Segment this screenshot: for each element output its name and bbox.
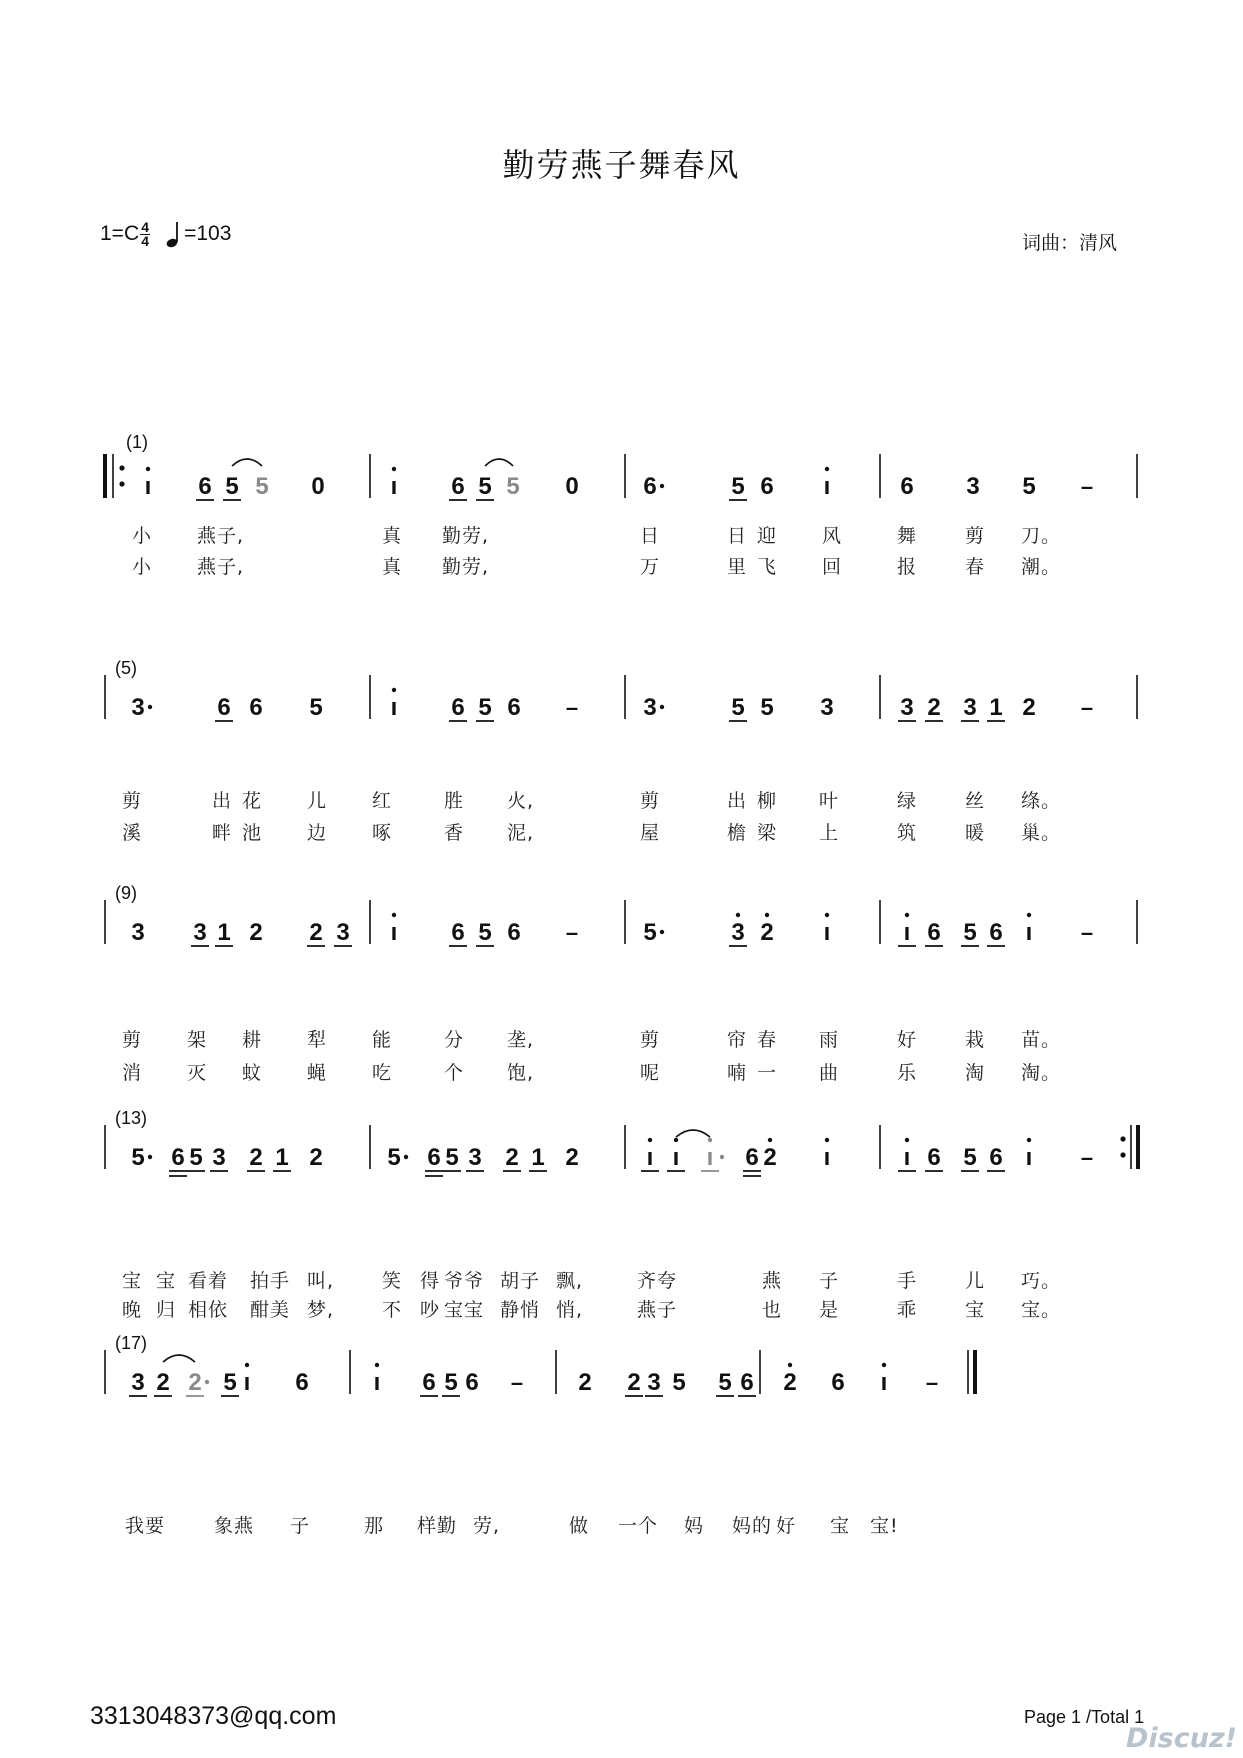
contact-email: 3313048373@qq.com bbox=[90, 1702, 337, 1730]
lyric-syllable: 胡子 bbox=[500, 1270, 541, 1292]
lyric-syllable: 帘 bbox=[727, 1029, 748, 1051]
octave-dot bbox=[392, 467, 396, 471]
lyric-syllable: 回 bbox=[822, 556, 843, 578]
note-number: 6 bbox=[745, 1144, 759, 1171]
note-number: 0 bbox=[311, 473, 325, 500]
note-number: 2 bbox=[505, 1144, 519, 1171]
measure-number: (17) bbox=[115, 1333, 148, 1353]
note-number: 2 bbox=[927, 694, 941, 721]
lyric-syllable: 好 bbox=[897, 1029, 918, 1051]
lyric-syllable: 架 bbox=[187, 1029, 208, 1051]
notation-staff bbox=[0, 1275, 1243, 1415]
note-number: 5 bbox=[255, 473, 269, 500]
lyric-syllable: 红 bbox=[372, 790, 393, 812]
lyric-syllable: 檐 bbox=[727, 822, 748, 844]
tempo-text: =103 bbox=[184, 222, 232, 245]
lyric-syllable: 绦。 bbox=[1021, 790, 1062, 812]
lyric-syllable: 丝 bbox=[965, 790, 986, 812]
lyric-syllable: 梁 bbox=[757, 822, 778, 844]
lyric-syllable: 劳, bbox=[473, 1515, 501, 1537]
lyric-syllable: 叶 bbox=[819, 790, 840, 812]
lyric-syllable: 春 bbox=[965, 556, 986, 578]
lyric-syllable: 剪 bbox=[640, 790, 661, 812]
octave-dot bbox=[1027, 1138, 1031, 1142]
lyric-syllable: 燕 bbox=[762, 1270, 783, 1292]
octave-dot bbox=[905, 913, 909, 917]
octave-dot bbox=[146, 467, 150, 471]
sustain-dash: – bbox=[1080, 920, 1094, 945]
note-number: 5 bbox=[643, 919, 657, 946]
sustain-dash: – bbox=[925, 1370, 939, 1395]
note-number: 3 bbox=[900, 694, 914, 721]
tie-arc bbox=[676, 1130, 710, 1137]
octave-dot bbox=[1027, 913, 1031, 917]
lyric-syllable: 样勤 bbox=[417, 1515, 458, 1537]
lyric-syllable: 好 bbox=[776, 1515, 797, 1537]
note-number: ı bbox=[706, 1144, 714, 1171]
note-number: 6 bbox=[643, 473, 657, 500]
note-number: ı bbox=[823, 1144, 831, 1171]
note-number: 5 bbox=[387, 1144, 401, 1171]
sustain-dash: – bbox=[510, 1370, 524, 1395]
lyric-syllable: 溪 bbox=[122, 822, 143, 844]
music-system bbox=[0, 1275, 1243, 1537]
lyric-syllable: 巧。 bbox=[1021, 1270, 1062, 1292]
lyric-syllable: 绿 bbox=[897, 790, 918, 812]
octave-dot bbox=[765, 913, 769, 917]
note-number: 5 bbox=[718, 1369, 732, 1396]
repeat-dot bbox=[119, 481, 124, 486]
note-number: 5 bbox=[189, 1144, 203, 1171]
augmentation-dot bbox=[205, 1380, 209, 1384]
lyric-syllable: 上 bbox=[819, 822, 840, 844]
lyric-syllable: 子 bbox=[819, 1270, 840, 1292]
lyric-syllable: 潮。 bbox=[1021, 556, 1062, 578]
lyric-syllable: 呢 bbox=[640, 1062, 661, 1084]
time-signature bbox=[140, 218, 150, 249]
note-number: 5 bbox=[672, 1369, 686, 1396]
lyric-syllable: 爷爷 bbox=[444, 1270, 485, 1292]
lyric-syllable: 剪 bbox=[122, 1029, 143, 1051]
lyric-syllable: 蚊 bbox=[242, 1062, 263, 1084]
octave-dot bbox=[905, 1138, 909, 1142]
repeat-dot bbox=[1120, 1152, 1125, 1157]
note-number: 0 bbox=[565, 473, 579, 500]
note-number: 5 bbox=[309, 694, 323, 721]
octave-dot bbox=[648, 1138, 652, 1142]
lyric-syllable: 儿 bbox=[307, 790, 328, 812]
lyric-syllable: 吵 bbox=[420, 1299, 441, 1321]
note-number: 5 bbox=[731, 473, 745, 500]
note-number: 5 bbox=[1022, 473, 1036, 500]
lyric-syllable: 淘 bbox=[965, 1062, 986, 1084]
note-number: 5 bbox=[963, 919, 977, 946]
note-number: 2 bbox=[627, 1369, 641, 1396]
repeat-dot bbox=[119, 465, 124, 470]
note-number: 6 bbox=[760, 473, 774, 500]
note-number: 5 bbox=[478, 919, 492, 946]
note-number: 2 bbox=[188, 1369, 202, 1396]
lyric-syllable: 边 bbox=[307, 822, 328, 844]
lyric-syllable: 万 bbox=[640, 556, 661, 578]
lyric-syllable: 是 bbox=[819, 1299, 840, 1321]
lyric-syllable: 报 bbox=[897, 556, 918, 578]
note-number: ı bbox=[390, 694, 398, 721]
note-number: 6 bbox=[217, 694, 231, 721]
note-number: 6 bbox=[900, 473, 914, 500]
lyric-syllable: 分 bbox=[444, 1029, 465, 1051]
lyric-syllable: 宝。 bbox=[1021, 1299, 1062, 1321]
lyric-syllable: 剪 bbox=[122, 790, 143, 812]
octave-dot bbox=[825, 1138, 829, 1142]
page-title: 勤劳燕子舞春风 bbox=[502, 146, 741, 184]
note-number: 5 bbox=[131, 1144, 145, 1171]
tie-arc bbox=[485, 459, 513, 466]
octave-dot bbox=[392, 688, 396, 692]
octave-dot bbox=[788, 1363, 792, 1367]
note-number: 2 bbox=[309, 1144, 323, 1171]
lyric-syllable: 香 bbox=[444, 822, 465, 844]
lyric-syllable: 饱, bbox=[507, 1062, 535, 1084]
augmentation-dot bbox=[404, 1155, 408, 1159]
lyric-syllable: 做 bbox=[569, 1515, 590, 1537]
note-number: 2 bbox=[578, 1369, 592, 1396]
note-number: 2 bbox=[1022, 694, 1036, 721]
lyric-syllable: 拍手 bbox=[250, 1270, 291, 1292]
note-number: 3 bbox=[647, 1369, 661, 1396]
composer-credit: 词曲：清风 bbox=[1022, 232, 1118, 254]
lyric-syllable: 得 bbox=[420, 1270, 441, 1292]
note-number: 6 bbox=[451, 473, 465, 500]
notation-staff bbox=[0, 380, 1243, 520]
augmentation-dot bbox=[660, 705, 664, 709]
note-number: ı bbox=[823, 473, 831, 500]
note-number: 3 bbox=[131, 919, 145, 946]
note-number: 6 bbox=[198, 473, 212, 500]
time-signature-top: 4 bbox=[141, 218, 149, 235]
lyric-syllable: 宝! bbox=[870, 1515, 899, 1537]
note-number: 6 bbox=[927, 1144, 941, 1171]
measure-number: (9) bbox=[115, 883, 137, 903]
lyric-syllable: 真 bbox=[382, 556, 403, 578]
note-number: 5 bbox=[760, 694, 774, 721]
octave-dot bbox=[674, 1138, 678, 1142]
augmentation-dot bbox=[148, 705, 152, 709]
lyric-syllable: 畔 bbox=[212, 822, 233, 844]
notation-staff bbox=[0, 1050, 1243, 1190]
lyric-syllable: 我要 bbox=[125, 1515, 166, 1537]
note-number: 1 bbox=[531, 1144, 545, 1171]
note-number: ı bbox=[880, 1369, 888, 1396]
lyric-syllable: 火, bbox=[507, 790, 535, 812]
lyric-syllable: 剪 bbox=[965, 525, 986, 547]
lyric-syllable: 手 bbox=[897, 1270, 918, 1292]
lyric-syllable: 真 bbox=[382, 525, 403, 547]
note-number: ı bbox=[823, 919, 831, 946]
octave-dot bbox=[708, 1138, 712, 1142]
lyric-syllable: 灭 bbox=[187, 1062, 208, 1084]
lyric-syllable: 悄, bbox=[556, 1299, 584, 1321]
note-number: 2 bbox=[309, 919, 323, 946]
note-number: 2 bbox=[249, 1144, 263, 1171]
octave-dot bbox=[825, 913, 829, 917]
note-number: 5 bbox=[444, 1369, 458, 1396]
octave-dot bbox=[736, 913, 740, 917]
lyric-syllable: 宝 bbox=[965, 1299, 986, 1321]
note-number: 6 bbox=[171, 1144, 185, 1171]
lyric-syllable: 垄, bbox=[507, 1029, 535, 1051]
lyric-syllable: 风 bbox=[822, 525, 843, 547]
lyric-syllable: 宝宝 bbox=[444, 1299, 485, 1321]
lyric-syllable: 乖 bbox=[897, 1299, 918, 1321]
note-number: ı bbox=[243, 1369, 251, 1396]
note-number: 3 bbox=[131, 1369, 145, 1396]
note-number: 1 bbox=[989, 694, 1003, 721]
lyric-syllable: 耕 bbox=[242, 1029, 263, 1051]
lyric-syllable: 个 bbox=[444, 1062, 465, 1084]
lyric-syllable: 叫, bbox=[307, 1270, 335, 1292]
lyric-syllable: 笑 bbox=[382, 1270, 403, 1292]
note-number: 2 bbox=[783, 1369, 797, 1396]
lyric-syllable: 一个 bbox=[618, 1515, 659, 1537]
lyric-syllable: 晚 bbox=[122, 1299, 143, 1321]
lyric-syllable: 刀。 bbox=[1021, 525, 1062, 547]
page-indicator: Page 1 /Total 1 bbox=[1024, 1707, 1145, 1727]
lyric-syllable: 曲 bbox=[819, 1062, 840, 1084]
note-number: 5 bbox=[963, 1144, 977, 1171]
lyric-syllable: 雨 bbox=[819, 1029, 840, 1051]
music-system bbox=[0, 1050, 1243, 1321]
note-number: ı bbox=[144, 473, 152, 500]
augmentation-dot bbox=[660, 930, 664, 934]
lyric-syllable: 巢。 bbox=[1021, 822, 1062, 844]
lyric-syllable: 柳 bbox=[757, 790, 778, 812]
note-number: 5 bbox=[506, 473, 520, 500]
note-number: 6 bbox=[451, 919, 465, 946]
lyric-syllable: 舞 bbox=[897, 525, 918, 547]
note-number: 6 bbox=[507, 694, 521, 721]
lyric-syllable: 栽 bbox=[965, 1029, 986, 1051]
lyric-syllable: 小 bbox=[132, 525, 153, 547]
lyric-syllable: 喃 bbox=[727, 1062, 748, 1084]
note-number: 3 bbox=[963, 694, 977, 721]
lyric-syllable: 也 bbox=[762, 1299, 783, 1321]
note-number: 6 bbox=[989, 1144, 1003, 1171]
note-number: 3 bbox=[731, 919, 745, 946]
note-number: 6 bbox=[295, 1369, 309, 1396]
lyric-syllable: 子 bbox=[290, 1515, 311, 1537]
note-number: 3 bbox=[966, 473, 980, 500]
lyric-syllable: 燕子, bbox=[197, 556, 245, 578]
note-number: 6 bbox=[451, 694, 465, 721]
note-number: 5 bbox=[731, 694, 745, 721]
lyric-syllable: 池 bbox=[242, 822, 263, 844]
lyric-syllable: 静悄 bbox=[500, 1299, 541, 1321]
lyric-syllable: 不 bbox=[382, 1299, 403, 1321]
lyric-syllable: 日 bbox=[640, 525, 661, 547]
lyric-syllable: 苗。 bbox=[1021, 1029, 1062, 1051]
lyric-syllable: 妈的 bbox=[732, 1515, 773, 1537]
notation-staff bbox=[0, 825, 1243, 965]
note-number: ı bbox=[903, 1144, 911, 1171]
note-number: 3 bbox=[336, 919, 350, 946]
lyric-syllable: 屋 bbox=[640, 822, 661, 844]
key-signature-line bbox=[100, 220, 231, 248]
note-number: ı bbox=[903, 919, 911, 946]
augmentation-dot bbox=[148, 1155, 152, 1159]
note-number: 6 bbox=[831, 1369, 845, 1396]
note-number: 6 bbox=[740, 1369, 754, 1396]
lyric-syllable: 酣美 bbox=[250, 1299, 291, 1321]
lyric-syllable: 犁 bbox=[307, 1029, 328, 1051]
sustain-dash: – bbox=[565, 920, 579, 945]
note-number: 6 bbox=[427, 1144, 441, 1171]
octave-dot bbox=[882, 1363, 886, 1367]
note-number: ı bbox=[1025, 919, 1033, 946]
augmentation-dot bbox=[660, 484, 664, 488]
note-number: 2 bbox=[763, 1144, 777, 1171]
lyric-syllable: 出 bbox=[727, 790, 748, 812]
lyric-syllable: 宝 bbox=[830, 1515, 851, 1537]
lyric-syllable: 淘。 bbox=[1021, 1062, 1062, 1084]
lyric-syllable: 乐 bbox=[897, 1062, 918, 1084]
augmentation-dot bbox=[720, 1155, 724, 1159]
sustain-dash: – bbox=[1080, 1145, 1094, 1170]
note-number: 3 bbox=[820, 694, 834, 721]
note-number: 2 bbox=[249, 919, 263, 946]
lyric-syllable: 飞 bbox=[757, 556, 778, 578]
note-number: ı bbox=[1025, 1144, 1033, 1171]
lyric-syllable: 梦, bbox=[307, 1299, 335, 1321]
lyric-syllable: 能 bbox=[372, 1029, 393, 1051]
lyric-syllable: 蝇 bbox=[307, 1062, 328, 1084]
lyric-syllable: 筑 bbox=[897, 822, 918, 844]
note-number: 3 bbox=[212, 1144, 226, 1171]
lyric-syllable: 齐夸 bbox=[637, 1270, 678, 1292]
note-number: ı bbox=[672, 1144, 680, 1171]
notation-staff bbox=[0, 600, 1243, 740]
lyric-syllable: 象燕 bbox=[214, 1515, 255, 1537]
lyric-syllable: 啄 bbox=[372, 822, 393, 844]
watermark: Discuz! bbox=[1126, 1723, 1237, 1754]
note-number: ı bbox=[390, 473, 398, 500]
lyric-syllable: 泥, bbox=[507, 822, 535, 844]
sustain-dash: – bbox=[565, 695, 579, 720]
lyric-syllable: 燕子 bbox=[637, 1299, 678, 1321]
note-number: 6 bbox=[507, 919, 521, 946]
music-system bbox=[0, 600, 1243, 844]
lyric-syllable: 飘, bbox=[556, 1270, 584, 1292]
lyric-syllable: 勤劳, bbox=[442, 525, 490, 547]
lyric-syllable: 那 bbox=[364, 1515, 385, 1537]
note-number: 2 bbox=[760, 919, 774, 946]
note-number: 6 bbox=[989, 919, 1003, 946]
key-text: 1=C bbox=[100, 222, 140, 245]
note-number: 5 bbox=[225, 473, 239, 500]
octave-dot bbox=[825, 467, 829, 471]
lyric-syllable: 儿 bbox=[965, 1270, 986, 1292]
lyric-syllable: 勤劳, bbox=[442, 556, 490, 578]
lyric-syllable: 日 bbox=[727, 525, 748, 547]
lyric-syllable: 里 bbox=[727, 556, 748, 578]
lyric-syllable: 一 bbox=[757, 1062, 778, 1084]
note-number: 3 bbox=[643, 694, 657, 721]
lyric-syllable: 春 bbox=[757, 1029, 778, 1051]
note-number: ı bbox=[646, 1144, 654, 1171]
lyric-syllable: 燕子, bbox=[197, 525, 245, 547]
quarter-note-icon bbox=[166, 220, 182, 248]
note-number: 2 bbox=[156, 1369, 170, 1396]
lyric-syllable: 归 bbox=[156, 1299, 177, 1321]
note-number: 6 bbox=[927, 919, 941, 946]
music-system bbox=[0, 825, 1243, 1084]
measure-number: (5) bbox=[115, 658, 137, 678]
note-number: 5 bbox=[445, 1144, 459, 1171]
lyric-syllable: 胜 bbox=[444, 790, 465, 812]
tie-arc bbox=[163, 1355, 195, 1362]
note-number: 6 bbox=[465, 1369, 479, 1396]
note-number: ı bbox=[390, 919, 398, 946]
note-number: 6 bbox=[249, 694, 263, 721]
measure-number: (1) bbox=[126, 432, 148, 452]
lyric-syllable: 吃 bbox=[372, 1062, 393, 1084]
lyric-syllable: 小 bbox=[132, 556, 153, 578]
note-number: 1 bbox=[275, 1144, 289, 1171]
lyric-syllable: 宝 bbox=[156, 1270, 177, 1292]
note-number: 3 bbox=[193, 919, 207, 946]
lyric-syllable: 剪 bbox=[640, 1029, 661, 1051]
lyric-syllable: 妈 bbox=[684, 1515, 705, 1537]
measure-number: (13) bbox=[115, 1108, 148, 1128]
octave-dot bbox=[245, 1363, 249, 1367]
note-number: 5 bbox=[478, 473, 492, 500]
octave-dot bbox=[392, 913, 396, 917]
note-number: 5 bbox=[478, 694, 492, 721]
note-number: 1 bbox=[217, 919, 231, 946]
tie-arc bbox=[232, 459, 262, 466]
sustain-dash: – bbox=[1080, 695, 1094, 720]
lyric-syllable: 宝 bbox=[122, 1270, 143, 1292]
lyric-syllable: 相依 bbox=[188, 1299, 229, 1321]
lyric-syllable: 出 bbox=[212, 790, 233, 812]
note-number: 2 bbox=[565, 1144, 579, 1171]
note-number: 5 bbox=[223, 1369, 237, 1396]
note-number: 6 bbox=[422, 1369, 436, 1396]
note-number: ı bbox=[373, 1369, 381, 1396]
octave-dot bbox=[375, 1363, 379, 1367]
repeat-dot bbox=[1120, 1136, 1125, 1141]
note-number: 3 bbox=[468, 1144, 482, 1171]
lyric-syllable: 暖 bbox=[965, 822, 986, 844]
note-number: 3 bbox=[131, 694, 145, 721]
time-signature-bottom: 4 bbox=[141, 232, 149, 249]
lyric-syllable: 迎 bbox=[757, 525, 778, 547]
lyric-syllable: 花 bbox=[242, 790, 263, 812]
music-system bbox=[0, 380, 1243, 580]
sustain-dash: – bbox=[1080, 474, 1094, 499]
lyric-syllable: 消 bbox=[122, 1062, 143, 1084]
lyric-syllable: 看着 bbox=[188, 1270, 229, 1292]
octave-dot bbox=[768, 1138, 772, 1142]
